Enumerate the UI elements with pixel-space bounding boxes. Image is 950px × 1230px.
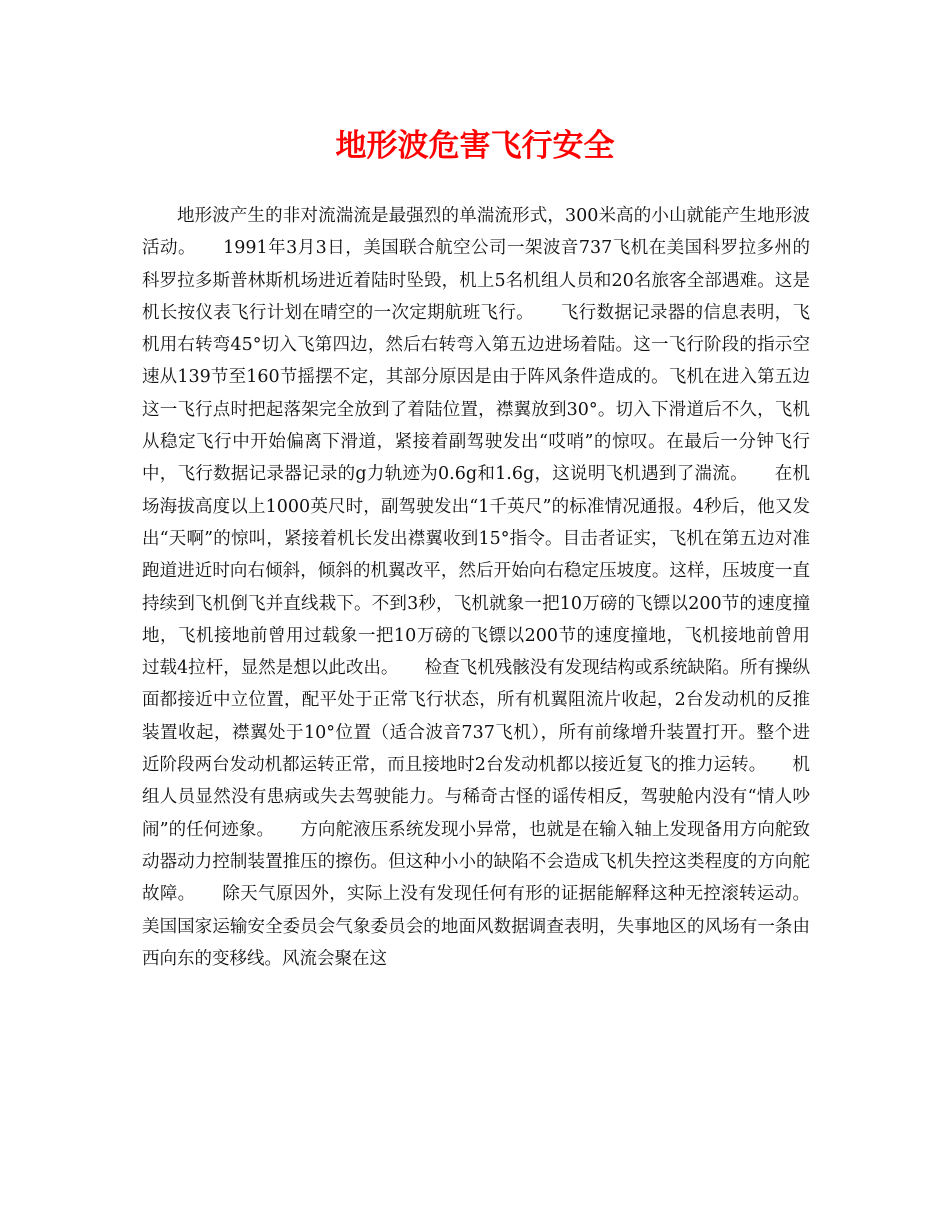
- body-paragraph: 地形波产生的非对流湍流是最强烈的单湍流形式，300米高的小山就能产生地形波活动。 1991年3月3日，美国联合航空公司一架波音737飞机在美国科罗拉多州的科罗拉多斯普林斯机场进近着陆时坠毁，机上5名机组人员和20名旅客全部遇难。这是机长按仪表飞行计划在晴空的一次定期航班飞行。 飞行数据记录器的信息表明，飞机用右转弯45°切入飞第四边，然后右转弯入第五边进场着陆。这一飞行阶段的指示空速从139节至160节摇摆不定，其部分原因是由于阵风条件造成的。飞机在进入第五边这一飞行点时把起落架完全放到了着陆位置，襟翼放到30°。切入下滑道后不久，飞机从稳定飞行中开始偏离下滑道，紧接着副驾驶发出“哎哨”的惊叹。在最后一分钟飞行中，飞行数据记录器记录的g力轨迹为0.6g和1.6g，这说明飞机遇到了湍流。 在机场海拔高度以上1000英尺时，副驾驶发出“1千英尺”的标准情况通报。4秒后，他又发出“天啊”的惊叫，紧接着机长发出襟翼收到15°指令。目击者证实，飞机在第五边对准跑道进近时向右倾斜，倾斜的机翼改平，然后开始向右稳定压坡度。这样，压坡度一直持续到飞机倒飞并直线栽下。不到3秒，飞机就象一把10万磅的飞镖以200节的速度撞地，飞机接地前曾用过载象一把10万磅的飞镖以200节的速度撞地，飞机接地前曾用过载4拉杆，显然是想以此改出。 检查飞机残骸没有发现结构或系统缺陷。所有操纵面都接近中立位置，配平处于正常飞行状态，所有机翼阻流片收起，2台发动机的反推装置收起，襟翼处于10°位置（适合波音737飞机），所有前缘增升装置打开。整个进近阶段两台发动机都运转正常，而且接地时2台发动机都以接近复飞的推力运转。 机组人员显然没有患病或失去驾驶能力。与稀奇古怪的谣传相反，驾驶舱内没有“情人吵闹”的任何迹象。 方向舵液压系统发现小异常，也就是在输入轴上发现备用方向舵致动器动力控制装置推压的擦伤。但这种小小的缺陷不会造成飞机失控这类程度的方向舵故障。 除天气原因外，实际上没有发现任何有形的证据能解释这种无控滚转运动。美国国家运输安全委员会气象委员会的地面风数据调查表明，失事地区的风场有一条由西向东的变移线。风流会聚在这: [142, 206, 810, 969]
- document-title: 地形波危害飞行安全: [335, 128, 615, 164]
